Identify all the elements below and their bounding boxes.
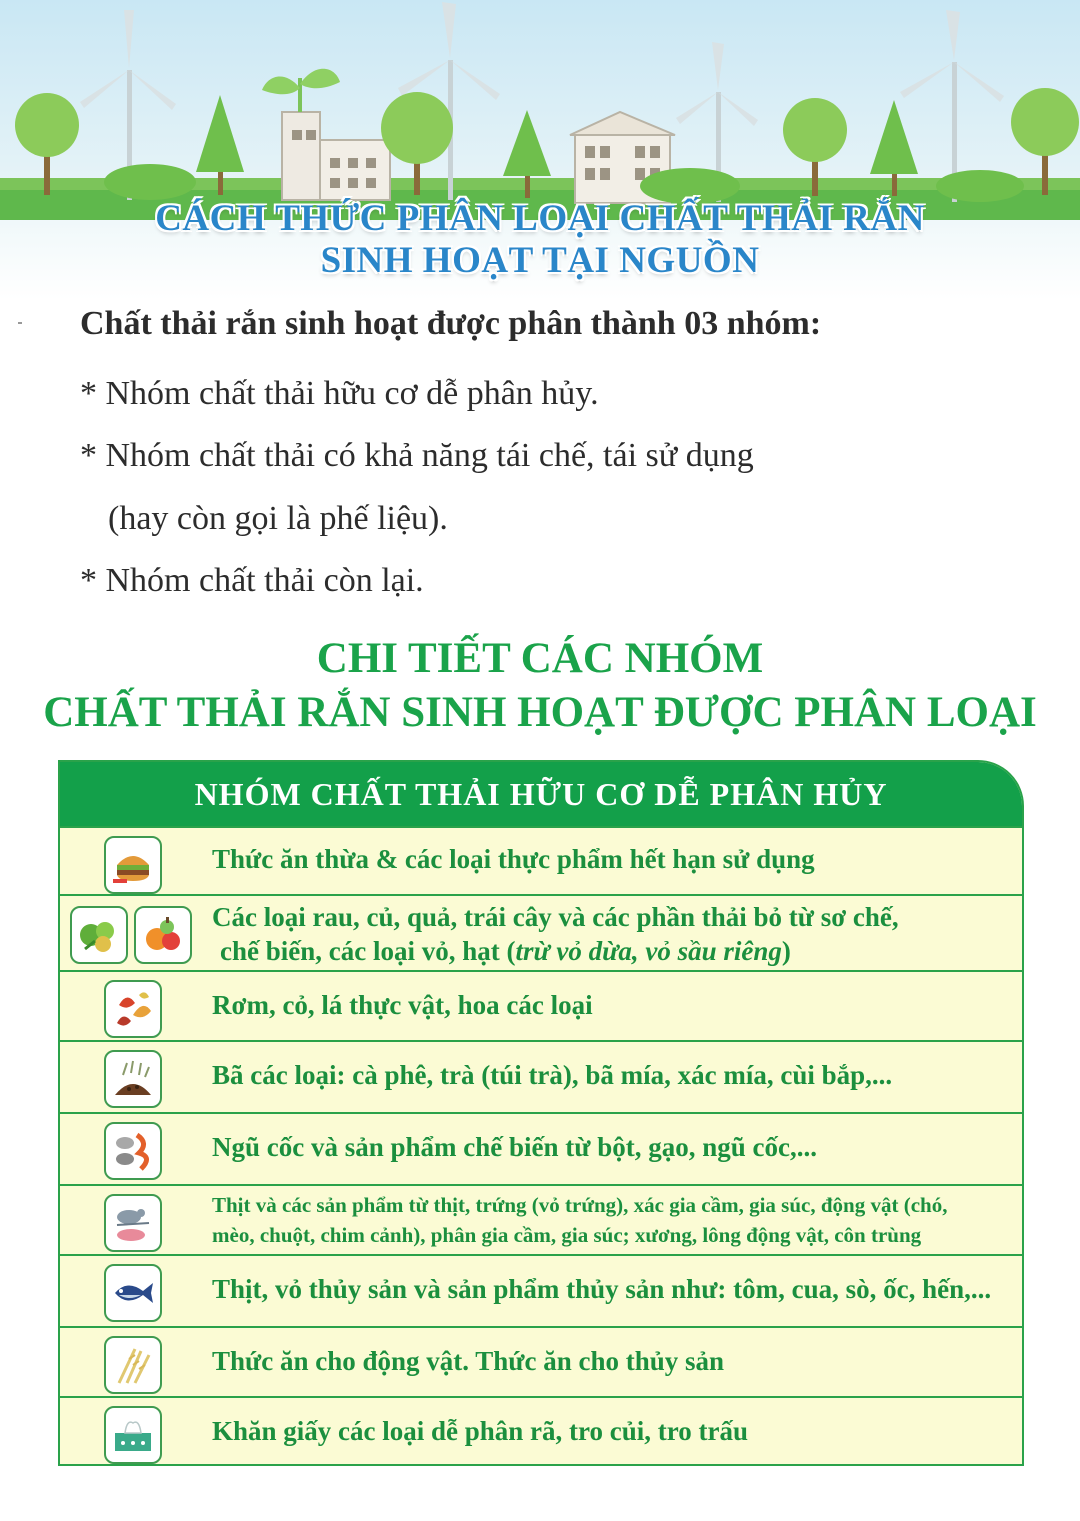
- item-text-line-1: Các loại rau, củ, quả, trái cây và các phần thải bỏ từ sơ chế,: [212, 902, 899, 932]
- item-text-part: ): [781, 936, 791, 966]
- detail-heading-line-2: CHẤT THẢI RẮN SINH HOẠT ĐƯỢC PHÂN LOẠI: [43, 689, 1037, 736]
- bush-1: [104, 164, 196, 200]
- meat-animals-icon: [104, 1194, 162, 1252]
- item-text-line-2: [212, 934, 899, 968]
- intro-heading: Chất thải rắn sinh hoạt được phân thành 03 nhóm:: [80, 305, 822, 342]
- intro-bullet-recyclable: * Nhóm chất thải có khả năng tái chế, tái sử dụng: [80, 437, 754, 474]
- list-item: [60, 1396, 1022, 1466]
- leaves-flowers-icon: [104, 980, 162, 1038]
- list-item: [60, 1040, 1022, 1112]
- item-text-line-1: Thịt và các sản phẩm từ thịt, trứng (vỏ trứng), xác gia cầm, gia súc, động vật (chó,: [212, 1193, 948, 1217]
- organic-waste-panel: [58, 760, 1024, 1466]
- item-text-exception: trừ vỏ dừa, vỏ sầu riêng: [515, 936, 782, 966]
- list-item: [60, 1112, 1022, 1184]
- fruits-icon: [134, 906, 192, 964]
- factory-building: [262, 69, 390, 200]
- item-text: Ngũ cốc và sản phẩm chế biến từ bột, gạo, ngũ cốc,...: [212, 1132, 817, 1162]
- list-item: [60, 1184, 1022, 1254]
- cereal-products-icon: [104, 1122, 162, 1180]
- stray-mark: [18, 322, 22, 324]
- vegetables-icon: [70, 906, 128, 964]
- item-text: Thịt, vỏ thủy sản và sản phẩm thủy sản như: tôm, cua, sò, ốc, hến,...: [212, 1274, 992, 1304]
- panel-title: NHÓM CHẤT THẢI HỮU CƠ DỄ PHÂN HỦY: [60, 762, 1022, 826]
- header-banner: [0, 0, 1080, 300]
- list-item: [60, 1254, 1022, 1326]
- intro-bullet-remaining: * Nhóm chất thải còn lại.: [80, 562, 424, 599]
- list-item: [60, 826, 1022, 894]
- item-text: Khăn giấy các loại dễ phân rã, tro củi, tro trấu: [212, 1416, 749, 1446]
- fish-seafood-icon: [104, 1264, 162, 1322]
- page-title-line-2: SINH HOẠT TẠI NGUỒN: [320, 240, 760, 281]
- item-text: [212, 900, 899, 968]
- intro-bullet-recyclable-cont: (hay còn gọi là phế liệu).: [108, 500, 448, 537]
- tissue-box-icon: [104, 1406, 162, 1464]
- intro-bullet-organic: * Nhóm chất thải hữu cơ dễ phân hủy.: [80, 375, 599, 412]
- coffee-grounds-icon: [104, 1050, 162, 1108]
- item-text-part: chế biến, các loại vỏ, hạt (: [220, 936, 516, 966]
- detail-heading: [0, 632, 1080, 740]
- item-text: Rơm, cỏ, lá thực vật, hoa các loại: [212, 990, 593, 1020]
- item-text: Thức ăn cho động vật. Thức ăn cho thủy sản: [212, 1346, 725, 1376]
- item-text: Thức ăn thừa & các loại thực phẩm hết hạn sử dụng: [212, 844, 815, 874]
- list-item: [60, 894, 1022, 970]
- list-item: [60, 1326, 1022, 1396]
- detail-heading-line-1: CHI TIẾT CÁC NHÓM: [316, 635, 764, 682]
- item-text-line-2: mèo, chuột, chim cảnh), phân gia cầm, gia súc; xương, lông động vật, côn trùng: [212, 1223, 922, 1247]
- page-title-line-1: CÁCH THỨC PHÂN LOẠI CHẤT THẢI RẮN: [155, 198, 925, 239]
- page-title: [0, 198, 1080, 282]
- animal-feed-icon: [104, 1336, 162, 1394]
- item-text: [212, 1190, 947, 1250]
- food-leftovers-icon: [104, 836, 162, 894]
- list-item: [60, 970, 1022, 1040]
- item-text: Bã các loại: cà phê, trà (túi trà), bã mía, xác mía, cùi bắp,...: [212, 1060, 893, 1090]
